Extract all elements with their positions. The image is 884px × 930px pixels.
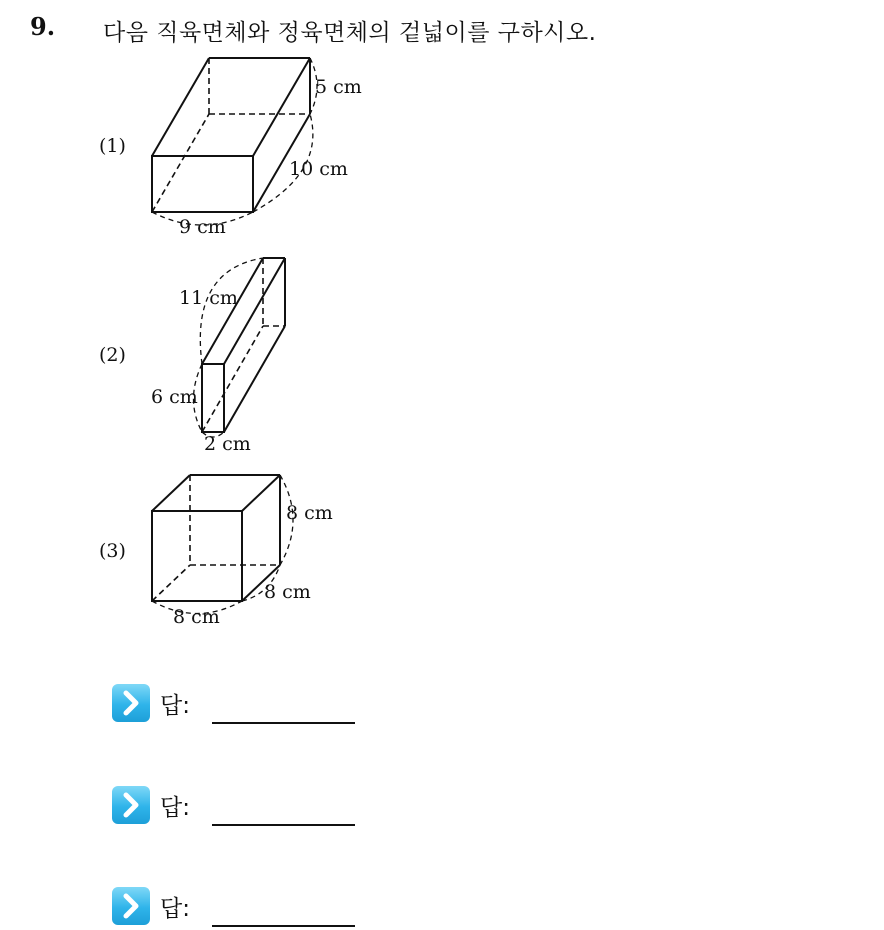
figure-1-label: (1) [99, 135, 126, 157]
figure-3-dim-height: 8 cm [286, 502, 333, 524]
figure-2-hidden-edges [202, 258, 285, 432]
figure-2-cuboid [194, 258, 286, 437]
figure-2-dim-width: 2 cm [204, 433, 251, 455]
figure-1-front-face [152, 156, 253, 212]
figure-1-cuboid [152, 58, 317, 225]
answer-blank[interactable] [212, 722, 355, 724]
figure-2-front-face [202, 364, 224, 432]
figure-3-front-face [152, 511, 242, 601]
figure-1-dim-depth: 10 cm [289, 158, 348, 180]
figure-1-dim-height: 5 cm [315, 76, 362, 98]
answer-label: 답: [160, 896, 190, 922]
question-text: 다음 직육면체와 정육면체의 겉넓이를 구하시오. [103, 20, 597, 46]
figure-3-dim-depth: 8 cm [264, 581, 311, 603]
answer-blank[interactable] [212, 824, 355, 826]
answer-label: 답: [160, 693, 190, 719]
figure-3-dim-width: 8 cm [173, 606, 220, 628]
figure-3-label: (3) [99, 540, 126, 562]
figure-2-dim-height: 6 cm [151, 386, 198, 408]
figure-2-dim-length: 11 cm [179, 287, 238, 309]
question-number: 9. [30, 12, 56, 41]
chevron-right-icon [112, 887, 150, 925]
answer-blank[interactable] [212, 925, 355, 927]
chevron-right-icon [112, 786, 150, 824]
answer-label: 답: [160, 795, 190, 821]
figure-1-dim-width: 9 cm [179, 216, 226, 238]
figure-2-label: (2) [99, 344, 126, 366]
figure-2-dimension-arcs [194, 258, 264, 437]
figure-1-dimension-arcs [152, 58, 317, 225]
chevron-right-icon [112, 684, 150, 722]
